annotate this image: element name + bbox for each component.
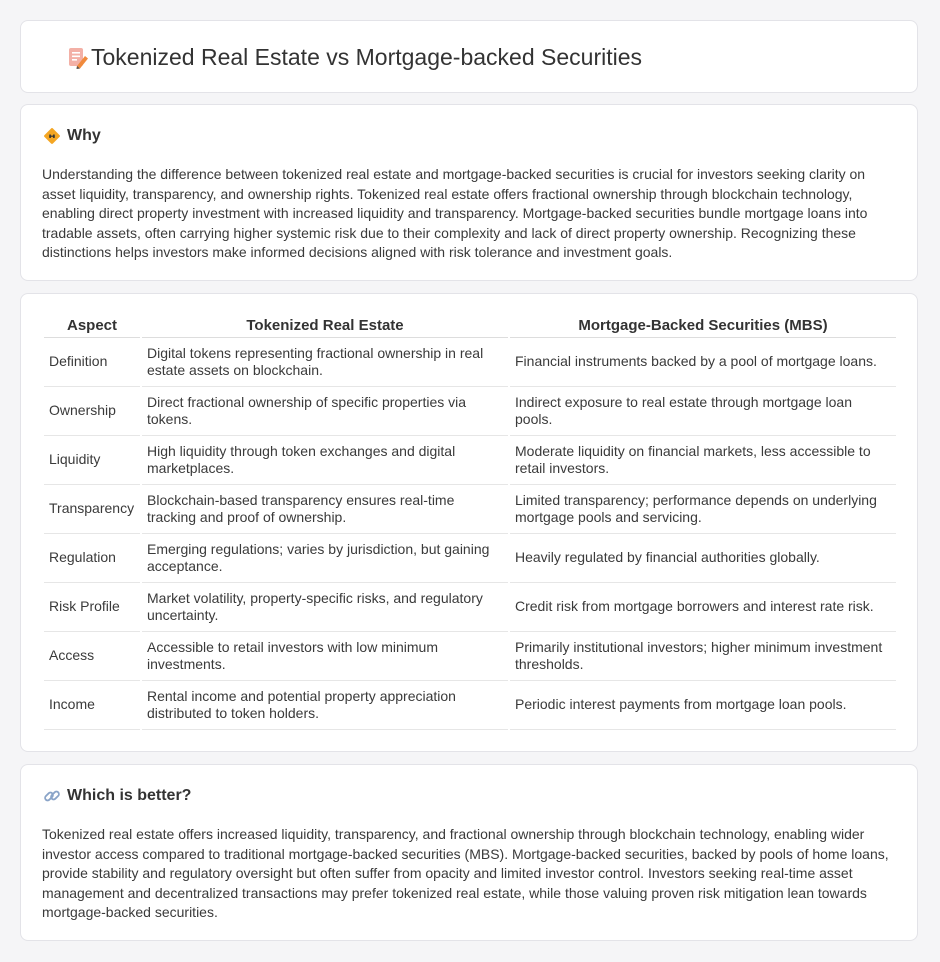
mbs-cell: Primarily institutional investors; higher minimum investment thresholds.	[510, 632, 896, 681]
tokenized-cell: Emerging regulations; varies by jurisdiction, but gaining acceptance.	[142, 534, 508, 583]
table-row	[44, 632, 896, 681]
comparison-table	[42, 314, 898, 730]
better-header	[43, 787, 191, 805]
header-aspect: Aspect	[44, 314, 140, 338]
comparison-card	[20, 293, 918, 752]
why-text: Understanding the difference between tokenized real estate and mortgage-backed securities is crucial for investors seeking clarity on asset liquidity, transparency, and ownership rights. Tokenized real estate offers fractional ownership through blockchain technology, enabling direct property investment with increased liquidity and transparency. Mortgage-backed securities bundle mortgage loans into tradable assets, often carrying higher systemic risk due to their complexity and lack of direct property ownership. Recognizing these distinctions helps investors make informed decisions aligned with risk tolerance and investment goals.	[42, 166, 868, 261]
table-row	[44, 387, 896, 436]
mbs-cell: Limited transparency; performance depends on underlying mortgage pools and servicing.	[510, 485, 896, 534]
mbs-cell: Credit risk from mortgage borrowers and interest rate risk.	[510, 583, 896, 632]
title-card	[20, 20, 918, 93]
tokenized-cell: Accessible to retail investors with low minimum investments.	[142, 632, 508, 681]
aspect-cell: Liquidity	[44, 436, 140, 485]
header-mbs: Mortgage-Backed Securities (MBS)	[510, 314, 896, 338]
table-row	[44, 534, 896, 583]
table-row	[44, 681, 896, 730]
header-tokenized: Tokenized Real Estate	[142, 314, 508, 338]
mbs-cell: Indirect exposure to real estate through mortgage loan pools.	[510, 387, 896, 436]
why-heading: Why	[67, 127, 101, 144]
aspect-cell: Ownership	[44, 387, 140, 436]
tokenized-cell: Rental income and potential property appreciation distributed to token holders.	[142, 681, 508, 730]
tokenized-cell: Digital tokens representing fractional ownership in real estate assets on blockchain.	[142, 338, 508, 387]
aspect-cell: Risk Profile	[44, 583, 140, 632]
tokenized-cell: Direct fractional ownership of specific properties via tokens.	[142, 387, 508, 436]
link-icon	[43, 787, 61, 805]
table-row	[44, 583, 896, 632]
better-text: Tokenized real estate offers increased liquidity, transparency, and fractional ownership through blockchain technology, enabling wider investor access compared to traditional mortgage-backed securities (MBS). Mortgage-backed securities, backed by pools of home loans, provide stability and regulatory oversight but often suffer from opacity and limited investor control. Investors seeking real-time asset management and decentralized transactions may prefer tokenized real estate, while those valuing proven risk mitigation lean towards mortgage-backed securities.	[42, 826, 889, 921]
mbs-cell: Moderate liquidity on financial markets, less accessible to retail investors.	[510, 436, 896, 485]
aspect-cell: Income	[44, 681, 140, 730]
aspect-cell: Transparency	[44, 485, 140, 534]
table-header-row	[44, 314, 896, 338]
tokenized-cell: Blockchain-based transparency ensures real-time tracking and proof of ownership.	[142, 485, 508, 534]
table-row	[44, 436, 896, 485]
aspect-cell: Regulation	[44, 534, 140, 583]
document-pencil-icon	[66, 46, 90, 70]
mbs-cell: Heavily regulated by financial authorities globally.	[510, 534, 896, 583]
tokenized-cell: Market volatility, property-specific risks, and regulatory uncertainty.	[142, 583, 508, 632]
mbs-cell: Financial instruments backed by a pool of mortgage loans.	[510, 338, 896, 387]
why-section	[20, 104, 918, 281]
aspect-cell: Definition	[44, 338, 140, 387]
table-row	[44, 338, 896, 387]
page-title: Tokenized Real Estate vs Mortgage-backed Securities	[91, 44, 643, 70]
diamond-sign-icon	[43, 127, 61, 145]
tokenized-cell: High liquidity through token exchanges and digital marketplaces.	[142, 436, 508, 485]
aspect-cell: Access	[44, 632, 140, 681]
why-header	[43, 127, 101, 145]
which-better-section	[20, 764, 918, 941]
mbs-cell: Periodic interest payments from mortgage loan pools.	[510, 681, 896, 730]
table-row	[44, 485, 896, 534]
better-heading: Which is better?	[67, 787, 192, 804]
